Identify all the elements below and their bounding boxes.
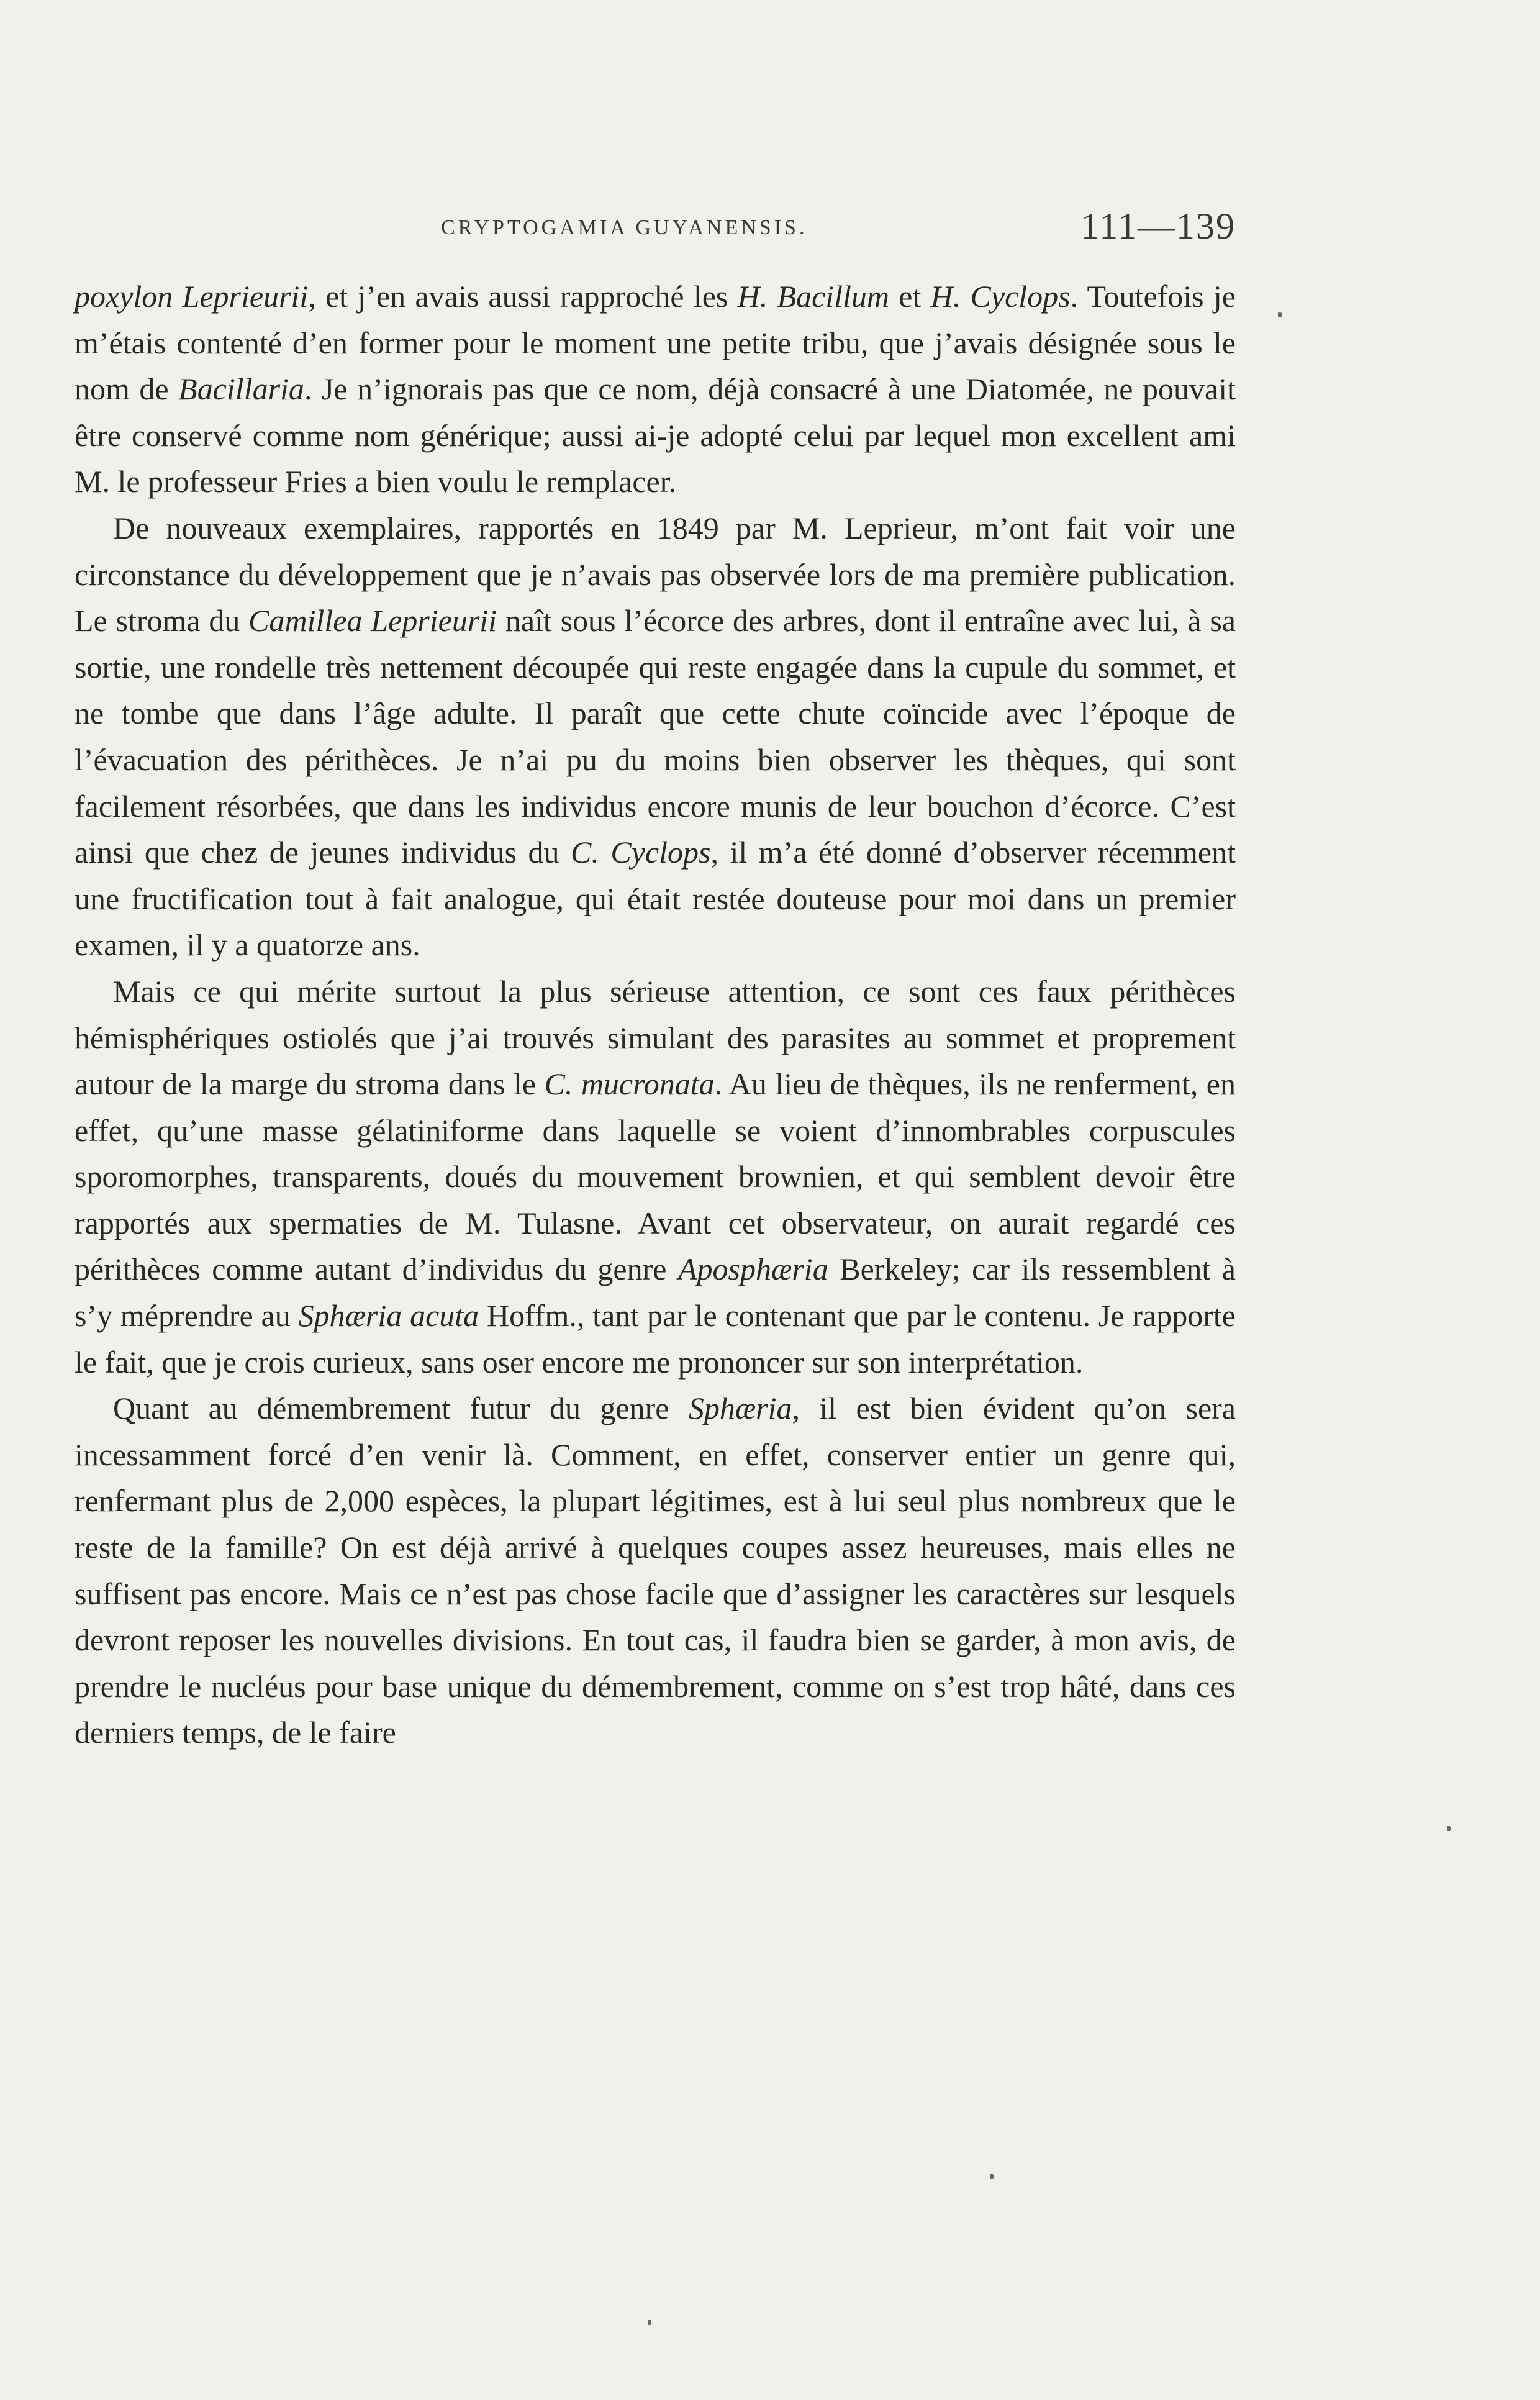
italic-term: H. Bacillum xyxy=(737,279,890,314)
paragraph-1 xyxy=(75,273,1236,505)
text-run: . Toutefois je m’étais contenté d’en former pour le moment une petite tribu, que j’avais désignée sous le nom de xyxy=(75,279,1236,407)
text-run: Berkeley; car ils ressemblent à s’y méprendre au xyxy=(75,1252,1236,1334)
italic-term: Sphæria xyxy=(688,1391,792,1426)
text-run: , il est bien évident qu’on sera incessamment forcé d’en venir là. Comment, en effet, conserver entier un genre qui, renfermant plus de 2,000 espèces, la plupart légitimes, est à lui seul plus nombreux que le reste de la famille? On est déjà arrivé à quelques coupes assez heureuses, mais elles ne suffisent pas encore. Mais ce n’est pas chose facile que d’assigner les caractères sur lesquels devront reposer les nouvelles divisions. En tout cas, il faudra bien se garder, à mon avis, de prendre le nucléus pour base unique du démembrement, comme on s’est trop hâté, dans ces derniers temps, de le faire xyxy=(75,1391,1236,1750)
paragraph-2 xyxy=(75,505,1236,968)
text-run: , il m’a été donné d’observer récemment une fructification tout à fait analogue, qui était restée douteuse pour moi dans un premier examen, il y a quatorze ans. xyxy=(75,835,1236,963)
text-run: naît sous l’écorce des arbres, dont il entraîne avec lui, à sa sortie, une rondelle très nettement découpée qui reste engagée dans la cupule du sommet, et ne tombe que dans l’âge adulte. Il paraît que cette chute coïncide avec l’époque de l’évacuation des périthèces. Je n’ai pu du moins bien observer les thèques, qui sont facilement résorbées, que dans les individus encore munis de leur bouchon d’écorce. C’est ainsi que chez de jeunes individus du xyxy=(75,603,1236,870)
page-header xyxy=(75,205,1236,255)
print-speck xyxy=(990,2174,994,2179)
running-title: CRYPTOGAMIA GUYANENSIS. xyxy=(441,216,808,239)
text-run: . Je n’ignorais pas que ce nom, déjà consacré à une Diatomée, ne pouvait être conservé comme nom générique; aussi ai-je adopté celui par lequel mon excellent ami M. le professeur Fries a bien voulu le remplacer. xyxy=(75,371,1236,499)
italic-term: Aposphæria xyxy=(678,1252,828,1287)
text-run: De nouveaux exemplaires, rapportés en 1849 par M. Leprieur, m’ont fait voir une circonstance du développement que je n’avais pas observée lors de ma première publication. Le stroma du xyxy=(75,510,1236,639)
text-run: et xyxy=(889,279,931,314)
print-speck xyxy=(648,2320,651,2325)
text-run: Quant au démembrement futur du genre xyxy=(113,1391,689,1426)
text-run: Hoffm., tant par le contenant que par le contenu. Je rapporte le fait, que je crois curieux, sans oser encore me prononcer sur son interprétation. xyxy=(75,1298,1236,1380)
italic-term: C. Cyclops xyxy=(570,835,711,870)
italic-term: poxylon Leprieurii xyxy=(75,279,309,314)
text-run: . Au lieu de thèques, ils ne renferment, en effet, qu’une masse gélatiniforme dans laquelle se voient d’innombrables corpuscules sporomorphes, transparents, doués du mouvement brownien, et qui semblent devoir être rapportés aux spermaties de M. Tulasne. Avant cet observateur, on aurait regardé ces périthèces comme autant d’individus du genre xyxy=(75,1066,1236,1287)
print-speck xyxy=(1447,1826,1451,1831)
italic-term: C. mucronata xyxy=(544,1066,715,1102)
page-number: 111—139 xyxy=(1080,206,1236,247)
text-run: , et j’en avais aussi rapproché les xyxy=(308,279,738,314)
body-text xyxy=(75,273,1236,1756)
paragraph-4 xyxy=(75,1385,1236,1756)
italic-term: Camillea Leprieurii xyxy=(248,603,497,639)
paragraph-3 xyxy=(75,968,1236,1385)
text-run: Mais ce qui mérite surtout la plus sérieuse attention, ce sont ces faux périthèces hémisphériques ostiolés que j’ai trouvés simulant des parasites au sommet et proprement autour de la marge du stroma dans le xyxy=(75,973,1236,1102)
italic-term: Bacillaria xyxy=(178,371,304,407)
italic-term: H. Cyclops xyxy=(930,279,1071,314)
print-speck xyxy=(1278,312,1282,317)
italic-term: Sphæria acuta xyxy=(298,1298,479,1334)
